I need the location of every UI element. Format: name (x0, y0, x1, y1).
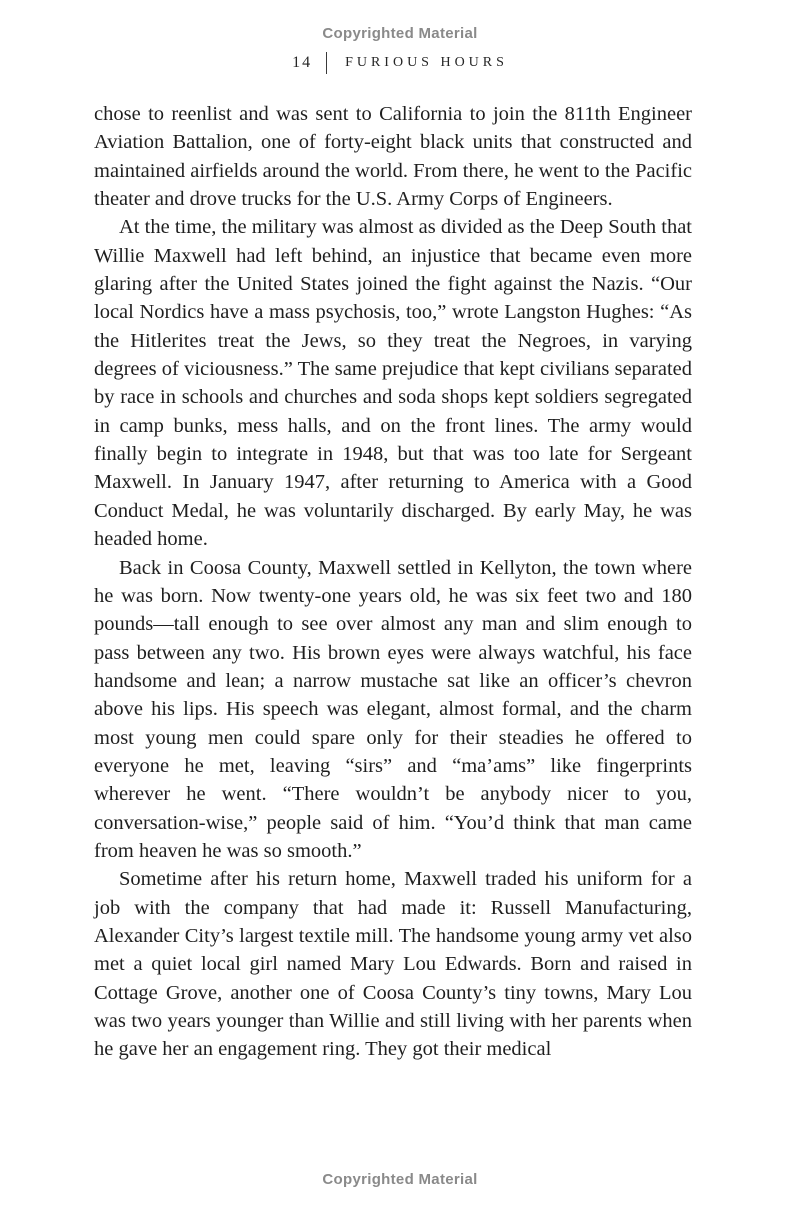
running-head-divider (326, 52, 327, 74)
paragraph-4: Sometime after his return home, Maxwell traded his uniform for a job with the company that had made it: Russell Manufacturing, Alexander City’s largest textile mill. The handsome young army vet also met a quiet local girl named Mary Lou Edwards. Born and raised in Cottage Grove, another one of Coosa County’s tiny towns, Mary Lou was two years younger than Willie and still living with her parents when he gave her an engagement ring. They got their medical (94, 868, 692, 1061)
body-text-block (94, 100, 692, 1064)
running-head (0, 52, 800, 74)
paragraph-2: At the time, the military was almost as divided as the Deep South that Willie Maxwell had left behind, an injustice that became even more glaring after the United States joined the fight against the Nazis. “Our local Nordics have a mass psychosis, too,” wrote Langston Hughes: “As the Hitlerites treat the Jews, so they treat the Negroes, in varying degrees of viciousness.” The same prejudice that kept civilians separated by race in schools and churches and soda shops kept soldiers segregated in camp bunks, mess halls, and on the front lines. The army would finally begin to integrate in 1948, but that was too late for Sergeant Maxwell. In January 1947, after returning to America with a Good Conduct Medal, he was voluntarily discharged. By early May, he was headed home. (94, 216, 692, 551)
book-title: FURIOUS HOURS (345, 55, 508, 70)
copyright-notice-bottom: Copyrighted Material (322, 1171, 478, 1188)
paragraph-1: chose to reenlist and was sent to California to join the 811th Engineer Aviation Battalion, one of forty-eight black units that constructed and maintained airfields around the world. From there, he went to the Pacific theater and drove trucks for the U.S. Army Corps of Engineers. (94, 103, 692, 211)
paragraph-3: Back in Coosa County, Maxwell settled in Kellyton, the town where he was born. Now twenty-one years old, he was six feet two and 180 pounds—tall enough to see over almost any man and slim enough to pass between any two. His brown eyes were always watchful, his face handsome and lean; a narrow mustache sat like an officer’s chevron above his lips. His speech was elegant, almost formal, and the charm most young men could spare only for their steadies he offered to everyone he met, leaving “sirs” and “ma’ams” like fingerprints wherever he went. “There wouldn’t be anybody nicer to you, conversation-wise,” people said of him. “You’d think that man came from heaven he was so smooth.” (94, 556, 692, 862)
page-number: 14 (292, 54, 313, 71)
copyright-notice-top: Copyrighted Material (322, 25, 478, 42)
